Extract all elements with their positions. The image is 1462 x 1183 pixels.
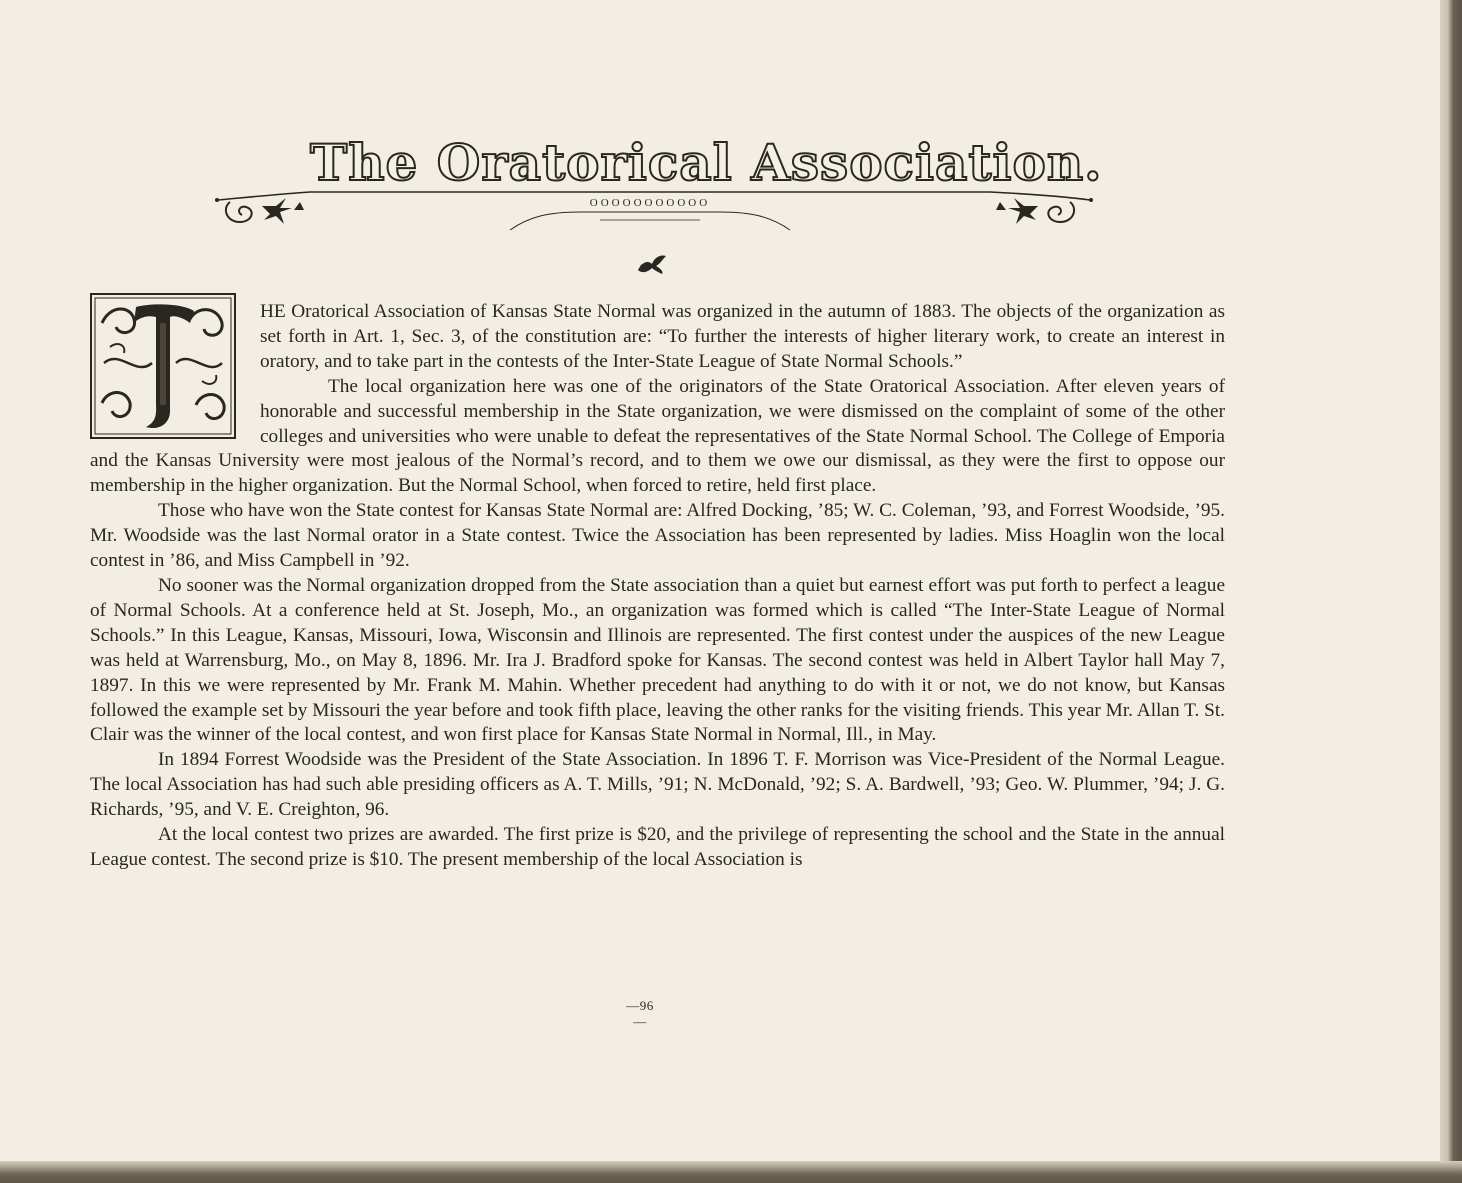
paragraph: Those who have won the State contest for Kansas State Normal are: Alfred Docking, ’85; W. C. Coleman, ’93, and Forrest Woodside, ’95. Mr. Woodside was the last Normal orator in a State contest. Twice the Association has been represented by ladies. Miss Hoaglin won the local contest in ’86, and Miss Campbell in ’92. xyxy=(90,500,1225,572)
scroll-ornament-right-icon xyxy=(990,192,1093,224)
ornament-dots: OOOOOOOOOOO xyxy=(589,197,711,209)
paragraph: HE Oratorical Association of Kansas State Normal was organized in the autumn of 1883. The objects of the organization as set forth in Art. 1, Sec. 3, of the constitution are: “To further the interests of higher literary work, to create an interest in oratory, and to take part in the contests of the Inter-State League of State Normal Schools.” xyxy=(260,301,1225,372)
page-number: —96— xyxy=(626,998,654,1029)
book-binding-edge-right xyxy=(1440,0,1462,1183)
title-ornament xyxy=(200,180,1100,240)
drop-cap-space xyxy=(90,300,260,444)
fleuron-icon xyxy=(632,248,672,276)
book-binding-edge-bottom xyxy=(0,1161,1462,1183)
scroll-ornament-left-icon xyxy=(215,192,310,224)
paragraph: At the local contest two prizes are awarded. The first prize is $20, and the privilege of representing the school and the State in the annual League contest. The second prize is $10. The present membership of the local Association is xyxy=(90,824,1225,870)
paragraph: The local organization here was one of the originators of the State Oratorical Association. After eleven years of honorable and successful membership in the State organization, we were dismissed on the complaint of some of the other colleges and universities who were unable to defeat the representatives of the State Normal School. The College of Emporia and the Kansas University were most jealous of the Normal’s record, and to them we owe our dismissal, as they were the first to oppose our membership in the higher organization. But the Normal School, when forced to retire, held first place. xyxy=(90,375,1225,497)
article-body xyxy=(90,300,1225,873)
paragraph: In 1894 Forrest Woodside was the President of the State Association. In 1896 T. F. Morrison was Vice-President of the Normal League. The local Association has had such able presiding officers as A. T. Mills, ’91; N. McDonald, ’92; S. A. Bardwell, ’93; Geo. W. Plummer, ’94; J. G. Richards, ’95, and V. E. Creighton, 96. xyxy=(90,749,1225,821)
paragraph: No sooner was the Normal organization dropped from the State association than a quiet but earnest effort was put forth to perfect a league of Normal Schools. At a conference held at St. Joseph, Mo., an organization was formed which is called “The Inter-State League of Normal Schools.” In this League, Kansas, Missouri, Iowa, Wisconsin and Illinois are represented. The first contest under the auspices of the new League was held at Warrensburg, Mo., on May 8, 1896. Mr. Ira J. Bradford spoke for Kansas. The second contest was held in Albert Taylor hall May 7, 1897. In this we were represented by Mr. Frank M. Mahin. Whether precedent had anything to do with it or not, we do not know, but Kansas followed the example set by Missouri the year before and took fifth place, leaving the other ranks for the visiting friends. This year Mr. Allan T. St. Clair was the winner of the local contest, and won first place for Kansas State Normal in Normal, Ill., in May. xyxy=(90,574,1225,746)
page-title: The Oratorical Association. xyxy=(310,133,1103,192)
